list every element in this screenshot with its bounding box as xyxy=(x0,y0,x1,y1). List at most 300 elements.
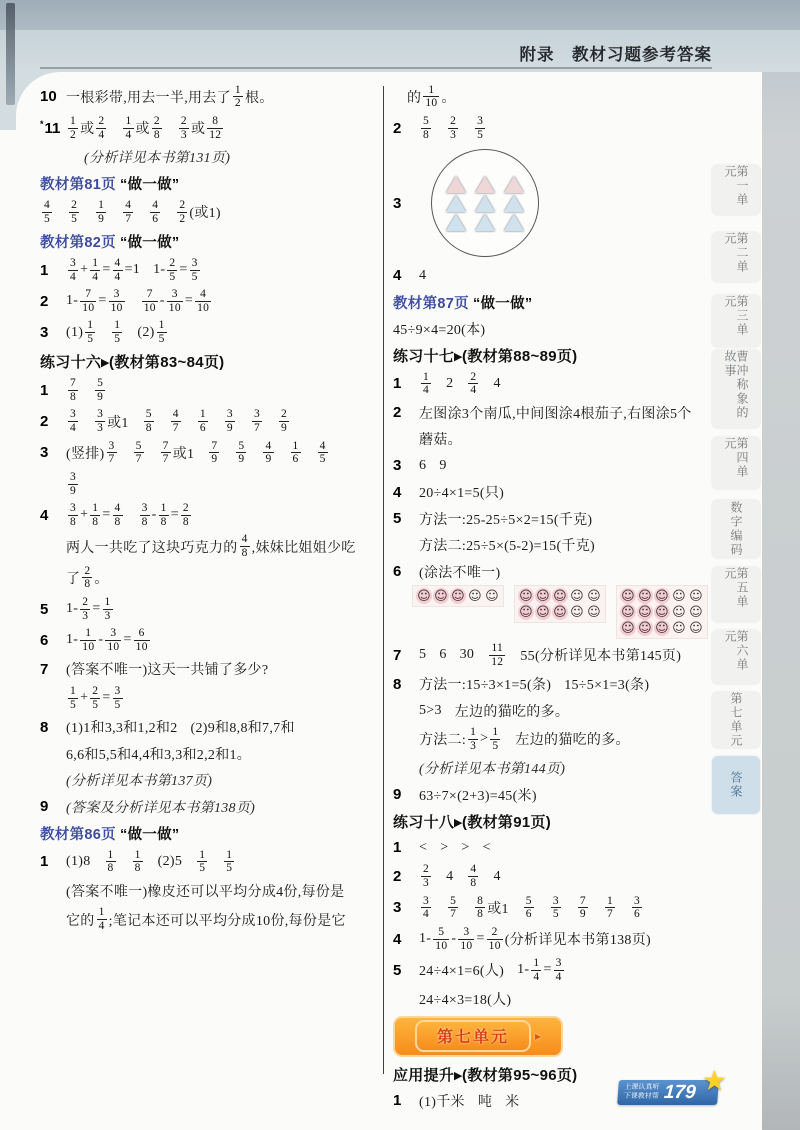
exercise-header xyxy=(393,809,710,833)
item-number: 3 xyxy=(393,194,402,212)
answer-line xyxy=(393,454,710,478)
triangle-shape xyxy=(504,176,524,193)
smiley-face-shaded: ☺ xyxy=(434,588,448,604)
answer-line xyxy=(393,560,710,584)
fraction: $\frac{3}{4}$ xyxy=(555,957,562,983)
fraction: $\frac{5}{6}$ xyxy=(525,894,532,921)
sidebar-tab-label: 第四单元 xyxy=(723,437,749,479)
answer-line xyxy=(40,287,378,316)
answer-line xyxy=(393,480,710,504)
sidebar-tab-4 xyxy=(712,350,760,428)
answer-line xyxy=(393,925,710,954)
fraction: $\frac{2}{9}$ xyxy=(281,408,288,435)
spacer xyxy=(480,876,493,877)
line-content xyxy=(66,470,80,499)
fraction: $\frac{3}{5}$ xyxy=(552,894,559,921)
fraction: $\frac{4}{8}$ xyxy=(241,533,248,560)
smiley-face: ☺ xyxy=(570,588,584,604)
answer-line xyxy=(393,83,710,112)
spacer xyxy=(480,383,493,384)
fraction: $\frac{7}{9}$ xyxy=(579,894,586,921)
line-content: $\frac{3}{4}$ $\frac{3}{3}$ 或1 $\frac{5}{8}$ $\frac{4}{7}$ $\frac{1}{6}$ $\frac{3}{9}$ $\frac{3}{7}$ $\frac{2}{9}$ xyxy=(70,408,288,435)
fraction: $\frac{5}{10}$ xyxy=(435,925,448,952)
fraction: $\frac{2}{3}$ xyxy=(450,114,457,141)
fraction: $\frac{1}{5}$ xyxy=(199,848,206,875)
spacer xyxy=(145,861,158,862)
spacer xyxy=(303,452,316,453)
fraction: $\frac{3}{10}$ xyxy=(110,288,123,314)
fraction: $\frac{1}{10}$ xyxy=(82,627,95,653)
line-content: (1) $\frac{1}{5}$ $\frac{1}{5}$ (2) $\frac{1}{5}$ xyxy=(66,319,165,346)
answer-line xyxy=(40,407,378,436)
fraction: $\frac{1}{7}$ xyxy=(606,894,614,921)
fraction: $\frac{2}{10}$ xyxy=(488,925,501,952)
answer-line xyxy=(40,318,378,347)
section-title: “做一做” xyxy=(119,177,180,193)
fraction: $\frac{2}{3}$ xyxy=(180,114,187,141)
fraction: $\frac{3}{8}$ xyxy=(70,502,77,528)
spacer xyxy=(492,1100,505,1101)
smiley-face: ☺ xyxy=(672,620,686,636)
line-content: 应用提升▸(教材第95~96页) xyxy=(393,1066,578,1084)
answer-line xyxy=(40,564,378,593)
fraction: $\frac{2}{3}$ xyxy=(423,863,430,890)
fraction: $\frac{1}{3}$ xyxy=(470,726,477,752)
sidebar-tab-label: 第二单元 xyxy=(723,232,749,274)
line-content: $\frac{3}{4}$ $\frac{5}{7}$ $\frac{8}{8}$ 或1 $\frac{5}{6}$ $\frac{3}{5}$ $\frac{7}{9}$ $\frac{1}{7}$ $\frac{3}{6}$ xyxy=(423,894,641,921)
smiley-face: ☺ xyxy=(485,588,499,604)
sidebar-tab-label: 第一单元 xyxy=(723,165,749,207)
fraction: $\frac{1}{8}$ xyxy=(134,848,141,875)
smiley-face-shaded: ☺ xyxy=(655,588,669,604)
spacer xyxy=(460,128,473,129)
item-number: 2 xyxy=(40,413,49,431)
line-content: 它的 $\frac{1}{4}$ ;笔记本还可以平均分成10份,每份是它 xyxy=(66,906,346,933)
spacer xyxy=(119,452,132,453)
line-content: $\frac{1}{5}$ + $\frac{2}{5}$ = $\frac{3}{5}$ xyxy=(70,684,121,711)
fraction: $\frac{2}{2}$ xyxy=(179,199,186,225)
answer-line xyxy=(393,672,710,696)
fraction: $\frac{1}{5}$ xyxy=(87,319,94,346)
answer-line xyxy=(40,905,378,934)
smiley-group xyxy=(413,586,503,606)
fraction: $\frac{5}{7}$ xyxy=(135,439,142,466)
spacer xyxy=(563,907,576,908)
answer-line xyxy=(393,894,710,923)
book-spine-mark xyxy=(6,3,15,105)
spacer xyxy=(502,739,515,740)
spacer xyxy=(183,421,196,422)
answer-line xyxy=(393,862,710,891)
exercise-header xyxy=(393,343,710,367)
sidebar-tab-3 xyxy=(712,295,760,347)
fraction: $\frac{1}{4}$ xyxy=(92,256,99,283)
smiley-face-shaded: ☺ xyxy=(621,604,635,620)
item-number: 4 xyxy=(393,267,402,284)
item-number: 6 xyxy=(40,631,49,649)
smiley-groups-diagram xyxy=(413,586,707,638)
answer-line xyxy=(393,641,710,670)
line-content: 63÷7×(2+3)=45(米) xyxy=(419,788,537,804)
spacer xyxy=(248,452,261,453)
fraction: $\frac{4}{6}$ xyxy=(152,199,159,225)
line-content: 的 $\frac{1}{10}$ 。 xyxy=(407,83,456,110)
fraction: $\frac{3}{4}$ xyxy=(70,408,77,435)
page-title: 附录 教材习题参考答案 xyxy=(519,46,712,64)
triangle-shape xyxy=(475,195,495,212)
spacer xyxy=(442,710,455,711)
fraction: $\frac{7}{8}$ xyxy=(70,377,77,403)
spacer xyxy=(433,383,446,384)
triangle-shape xyxy=(504,195,524,212)
smiley-row xyxy=(518,588,602,604)
smiley-face-shaded: ☺ xyxy=(638,620,652,636)
line-content xyxy=(40,231,179,252)
smiley-face-shaded: ☺ xyxy=(536,604,550,620)
spacer xyxy=(125,515,138,516)
answer-line xyxy=(393,533,710,557)
line-content: 练习十八▸(教材第91页) xyxy=(393,813,552,831)
answer-line xyxy=(40,742,378,766)
line-content: (竖排) $\frac{3}{7}$ $\frac{5}{7}$ $\frac{7}{7}$ 或1 $\frac{7}{9}$ $\frac{5}{9}$ $\frac{4}{9}$ $\frac{1}{6}$ $\frac{4}{5}$ xyxy=(66,439,326,466)
fraction: $\frac{3}{9}$ xyxy=(70,470,77,497)
spacer xyxy=(448,847,461,848)
spacer xyxy=(504,970,517,971)
fraction: $\frac{5}{9}$ xyxy=(97,377,104,403)
line-content: (分析详见本书第131页) xyxy=(84,151,231,166)
sidebar-tab-6 xyxy=(712,500,760,558)
smiley-row xyxy=(620,604,704,620)
item-number: 2 xyxy=(40,292,49,310)
smiley-face-shaded: ☺ xyxy=(553,588,567,604)
answer-line xyxy=(40,532,378,561)
fraction: $\frac{4}{8}$ xyxy=(470,863,477,890)
exercise-header xyxy=(40,350,378,374)
line-content: 方法二:25÷5×(5-2)=15(千克) xyxy=(419,539,595,555)
line-content: 练习十六▸(教材第83~84页) xyxy=(40,354,225,371)
answer-line xyxy=(393,987,710,1011)
section-title: “做一做” xyxy=(119,234,180,251)
triangle-circle-diagram xyxy=(431,149,539,257)
answer-line xyxy=(40,198,378,227)
item-number: *11 xyxy=(40,119,61,138)
answer-line xyxy=(40,657,378,681)
fraction: $\frac{1}{5}$ xyxy=(70,684,77,711)
smiley-row xyxy=(620,620,704,636)
answer-line xyxy=(393,699,710,723)
smiley-row xyxy=(620,588,704,604)
fraction: $\frac{4}{4}$ xyxy=(114,256,121,283)
spacer xyxy=(427,847,440,848)
spacer xyxy=(164,128,177,129)
line-content xyxy=(415,1020,541,1052)
section-title: “做一做” xyxy=(119,826,180,843)
fraction: $\frac{5}{8}$ xyxy=(145,408,152,435)
line-content: 1- $\frac{2}{3}$ = $\frac{1}{3}$ xyxy=(66,595,111,622)
line-content xyxy=(419,114,487,143)
fraction: $\frac{3}{10}$ xyxy=(460,925,473,952)
smiley-face-shaded: ☺ xyxy=(536,588,550,604)
spacer xyxy=(182,861,195,862)
unit-banner-line xyxy=(393,1016,563,1057)
textbook-page-section-header xyxy=(40,172,378,196)
answer-line xyxy=(40,145,378,169)
line-content: 蘑菇。 xyxy=(419,433,462,449)
fraction: $\frac{3}{5}$ xyxy=(114,684,121,711)
sidebar-tab-label: 第三单元 xyxy=(723,295,749,337)
spacer xyxy=(551,684,564,685)
line-content xyxy=(40,823,179,844)
triangle-row xyxy=(446,214,524,231)
spacer xyxy=(433,128,446,129)
line-content: 5>3 左边的猫吃的多。 xyxy=(419,702,570,720)
spacer xyxy=(426,655,439,656)
fraction: $\frac{11}{12}$ xyxy=(491,641,504,668)
spacer xyxy=(447,655,460,656)
answer-line xyxy=(40,715,378,739)
line-content: 4 xyxy=(419,267,427,283)
column-divider xyxy=(383,86,384,1074)
fraction: $\frac{5}{9}$ xyxy=(238,439,245,466)
fraction: $\frac{1}{3}$ xyxy=(104,595,111,622)
header-rule xyxy=(40,67,712,69)
textbook-page-ref: 教材第82页 xyxy=(40,234,116,251)
line-content: (1)千米 吨 米 xyxy=(419,1094,520,1110)
triangle-shape xyxy=(446,195,466,212)
fraction: $\frac{2}{8}$ xyxy=(153,114,160,141)
item-number: 7 xyxy=(393,646,402,664)
fraction: $\frac{1}{4}$ xyxy=(423,370,430,397)
line-content: 了 $\frac{2}{8}$ 。 xyxy=(66,564,109,591)
line-content: $\frac{3}{4}$ + $\frac{1}{4}$ = $\frac{4}{4}$ =1 1- $\frac{2}{5}$ = $\frac{3}{5}$ xyxy=(70,256,198,283)
line-content: (1)8 $\frac{1}{8}$ $\frac{1}{8}$ (2)5 $\frac{1}{5}$ $\frac{1}{5}$ xyxy=(66,848,233,875)
sidebar-tab-5 xyxy=(712,437,760,489)
spacer xyxy=(509,907,522,908)
spacer xyxy=(433,876,446,877)
answer-line xyxy=(40,795,378,819)
item-number: 9 xyxy=(40,798,49,815)
smiley-face: ☺ xyxy=(570,604,584,620)
item-number: 2 xyxy=(393,119,402,137)
fraction: $\frac{1}{2}$ xyxy=(70,114,77,141)
line-content: (分析详见本书第137页) xyxy=(66,774,213,789)
smiley-face-shaded: ☺ xyxy=(655,604,669,620)
spacer xyxy=(91,861,104,862)
sidebar-tab-9 xyxy=(712,692,760,748)
item-number: 1 xyxy=(40,381,49,399)
line-content: (答案不唯一)这天一共铺了多少? xyxy=(66,663,269,679)
fraction: $\frac{4}{8}$ xyxy=(114,502,121,528)
line-content: 1- $\frac{1}{10}$ - $\frac{3}{10}$ = $\frac{6}{10}$ xyxy=(66,627,148,653)
spacer xyxy=(80,421,93,422)
sidebar-tab-label: 答案 xyxy=(729,771,743,799)
smiley-face-shaded: ☺ xyxy=(553,604,567,620)
line-content: (答案及分析详见本书第138页) xyxy=(66,800,256,816)
item-number: 5 xyxy=(393,510,402,528)
answer-line xyxy=(40,684,378,713)
fraction: $\frac{3}{7}$ xyxy=(108,439,115,466)
banner-arrow-icon: ▸ xyxy=(535,1029,542,1044)
item-number: 1 xyxy=(393,375,402,393)
fraction: $\frac{8}{12}$ xyxy=(209,114,222,141)
line-content: (答案不唯一)橡皮还可以平均分成4份,每份是 xyxy=(66,884,345,900)
answer-line xyxy=(393,725,710,754)
item-number: 1 xyxy=(40,853,49,871)
fraction: $\frac{1}{4}$ xyxy=(533,957,540,983)
line-content: 方法二: $\frac{1}{3}$ > $\frac{1}{5}$ 左边的猫吃的多。 xyxy=(419,726,630,752)
spacer xyxy=(453,383,466,384)
answer-line xyxy=(40,470,378,499)
answers-content xyxy=(40,80,710,1115)
answer-line xyxy=(40,768,378,792)
spacer xyxy=(465,1100,478,1101)
smiley-face-shaded: ☺ xyxy=(519,588,533,604)
answer-line xyxy=(40,376,378,405)
spacer xyxy=(118,861,131,862)
spacer xyxy=(470,847,483,848)
item-number: 5 xyxy=(393,961,402,979)
fraction: $\frac{3}{4}$ xyxy=(423,894,430,921)
item-number: 1 xyxy=(40,261,49,279)
fraction: $\frac{7}{9}$ xyxy=(211,439,218,466)
spacer xyxy=(453,876,466,877)
answer-line xyxy=(40,879,378,903)
smiley-face: ☺ xyxy=(587,588,601,604)
fraction: $\frac{2}{4}$ xyxy=(98,114,105,141)
fraction: $\frac{7}{7}$ xyxy=(162,439,169,466)
spacer xyxy=(194,452,207,453)
line-content xyxy=(413,586,707,638)
fraction: $\frac{7}{10}$ xyxy=(82,288,95,314)
spacer xyxy=(433,907,446,908)
fraction: $\frac{3}{10}$ xyxy=(107,627,120,653)
line-content: 方法一:15÷3×1=5(条) 15÷5×1=3(条) xyxy=(419,678,650,693)
smiley-face-shaded: ☺ xyxy=(638,588,652,604)
line-content: $\frac{4}{5}$ $\frac{2}{5}$ $\frac{1}{9}$ $\frac{4}{7}$ $\frac{4}{6}$ $\frac{2}{2}$ (或1) xyxy=(44,199,221,225)
fraction: $\frac{1}{8}$ xyxy=(160,502,167,528)
answer-line xyxy=(393,114,710,143)
triangle-shape xyxy=(475,214,495,231)
line-content xyxy=(393,292,532,313)
line-content: (分析详见本书第144页) xyxy=(419,762,566,778)
unit-tab-sidebar xyxy=(712,0,762,1130)
answer-line xyxy=(393,264,710,288)
smiley-face-shaded: ☺ xyxy=(621,620,635,636)
spacer xyxy=(209,861,222,862)
answers-column-left xyxy=(40,80,378,1115)
smiley-face: ☺ xyxy=(672,588,686,604)
item-number: 10 xyxy=(40,88,57,106)
smiley-group xyxy=(617,586,707,638)
fraction: $\frac{3}{9}$ xyxy=(226,408,233,435)
item-number: 4 xyxy=(393,930,402,948)
sidebar-tab-label: 第五单元 xyxy=(723,567,749,609)
fraction: $\frac{1}{6}$ xyxy=(199,408,206,435)
fraction: $\frac{3}{6}$ xyxy=(634,894,641,921)
spacer xyxy=(536,907,549,908)
sidebar-tab-8 xyxy=(712,630,760,684)
smiley-group xyxy=(515,586,605,622)
fraction: $\frac{2}{5}$ xyxy=(169,256,176,283)
fraction: $\frac{3}{3}$ xyxy=(97,408,104,435)
fraction: $\frac{1}{9}$ xyxy=(98,199,105,225)
publisher-slogan xyxy=(623,1084,659,1102)
item-number: 2 xyxy=(393,868,402,886)
fraction: $\frac{6}{10}$ xyxy=(135,627,148,653)
answer-line xyxy=(40,83,378,112)
line-content: (1)1和3,3和1,2和2 (2)9和8,8和7,7和 xyxy=(66,721,295,736)
fraction: $\frac{1}{8}$ xyxy=(92,502,99,528)
fraction: $\frac{2}{5}$ xyxy=(92,684,99,711)
line-content: 两人一共吃了这块巧克力的 $\frac{4}{8}$ ,妹妹比姐姐少吃 xyxy=(66,533,356,560)
sidebar-tab-label: 数字编码 xyxy=(729,501,743,557)
item-number: 4 xyxy=(40,506,49,524)
answer-line xyxy=(393,401,710,425)
spacer xyxy=(474,655,487,656)
spacer xyxy=(507,655,520,656)
fraction: $\frac{1}{8}$ xyxy=(107,848,114,875)
fraction: $\frac{4}{7}$ xyxy=(172,408,179,435)
fraction: $\frac{1}{5}$ xyxy=(158,319,165,346)
spacer xyxy=(460,907,473,908)
fraction: $\frac{1}{4}$ xyxy=(125,114,132,141)
smiley-face: ☺ xyxy=(672,604,686,620)
fraction: $\frac{5}{8}$ xyxy=(423,114,430,141)
line-content xyxy=(66,376,107,405)
page-number: 179 xyxy=(663,1081,697,1103)
line-content: 6,6和5,5和4,4和3,3和2,2和1。 xyxy=(66,747,252,763)
item-number: 4 xyxy=(393,483,402,501)
fraction: $\frac{1}{5}$ xyxy=(114,319,121,346)
line-content: $\frac{1}{4}$ 2 $\frac{2}{4}$ 4 xyxy=(423,370,501,397)
fraction: $\frac{2}{8}$ xyxy=(84,564,91,591)
smiley-face: ☺ xyxy=(587,604,601,620)
textbook-page-ref: 教材第81页 xyxy=(40,177,116,193)
fraction: $\frac{2}{8}$ xyxy=(182,502,189,528)
line-content: 20÷4×1=5(只) xyxy=(419,486,505,502)
fraction: $\frac{2}{3}$ xyxy=(82,595,89,622)
spacer xyxy=(81,212,94,213)
spacer xyxy=(590,907,603,908)
fraction: $\frac{1}{10}$ xyxy=(425,83,438,110)
fraction: $\frac{5}{7}$ xyxy=(450,894,457,921)
sidebar-tab-1 xyxy=(712,165,760,215)
line-content: 45÷9×4=20(本) xyxy=(393,322,486,338)
line-content: 1- $\frac{5}{10}$ - $\frac{3}{10}$ = $\frac{2}{10}$ (分析详见本书第138页) xyxy=(419,925,651,952)
spacer xyxy=(140,270,153,271)
smiley-row xyxy=(416,588,500,604)
spacer xyxy=(127,301,140,302)
line-content: < > > < xyxy=(419,839,491,855)
sidebar-tab-7 xyxy=(712,567,760,622)
triangle-shape xyxy=(504,214,524,231)
smiley-face-shaded: ☺ xyxy=(621,588,635,604)
line-content: 6 9 xyxy=(419,457,447,473)
line-content: $\frac{1}{2}$ 或 $\frac{2}{4}$ $\frac{1}{4}$ 或 $\frac{2}{8}$ $\frac{2}{3}$ 或 $\frac{8}{12}$ xyxy=(70,114,222,141)
section-title: “做一做” xyxy=(472,295,533,312)
item-number: 1 xyxy=(393,1092,402,1110)
fraction: $\frac{1}{6}$ xyxy=(292,439,299,466)
item-number: 3 xyxy=(40,324,49,342)
spacer xyxy=(162,212,175,213)
triangle-row xyxy=(446,176,524,193)
line-content: 1- $\frac{7}{10}$ = $\frac{3}{10}$ $\frac{7}{10}$ - $\frac{3}{10}$ = $\frac{4}{10}$ xyxy=(66,288,210,314)
sidebar-tab-label: 第七单元 xyxy=(729,692,743,748)
spacer xyxy=(617,907,630,908)
answer-line xyxy=(393,370,710,399)
answer-line xyxy=(393,586,710,638)
answer-line xyxy=(393,836,710,860)
